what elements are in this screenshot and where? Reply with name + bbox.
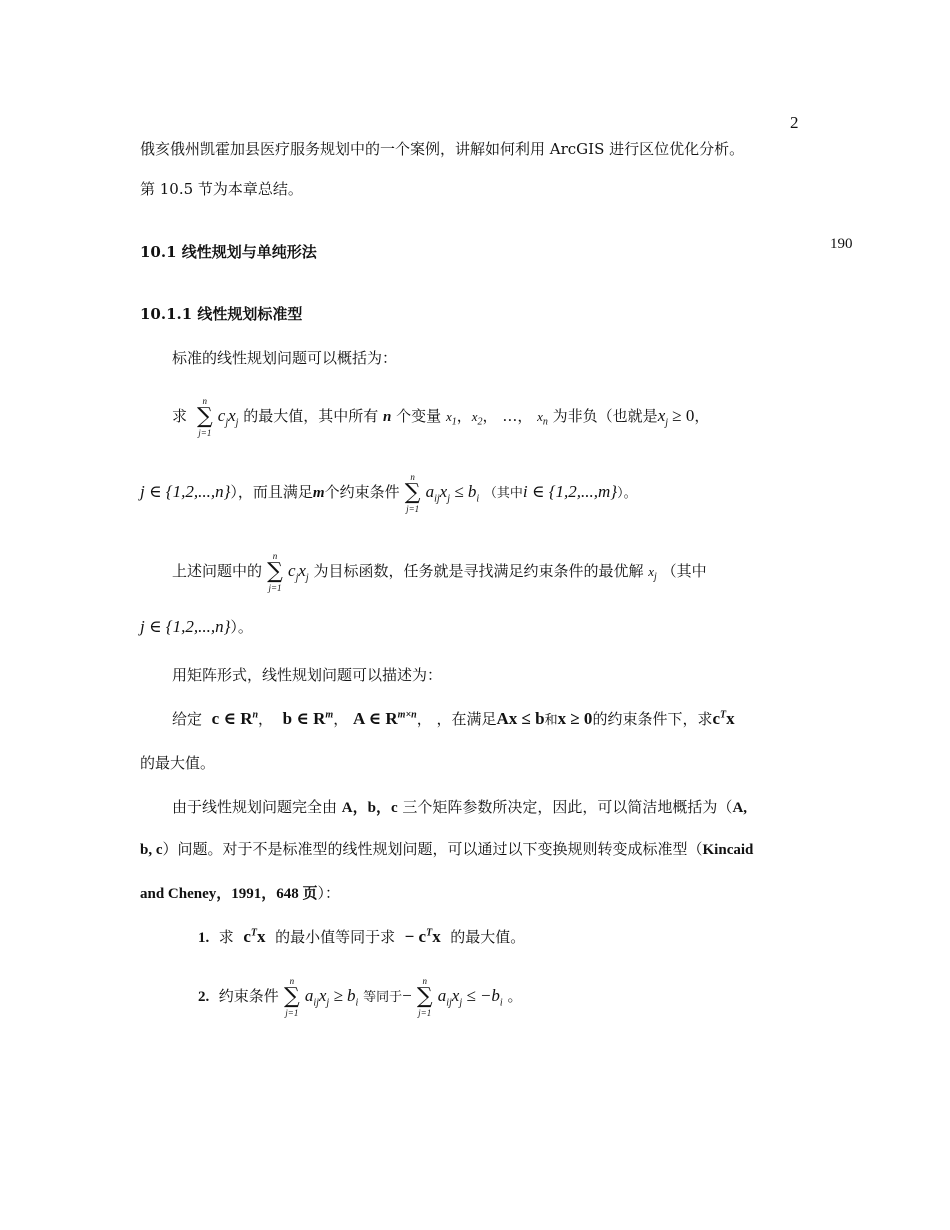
paragraph-objective: 求 n ∑ j=1 $c_jx_j$ 的最大值，其中所有 n 个变量 $x_1$，$x_2$， …， $x_n$ 为非负（也就是$x_j \ge 0$， — [172, 396, 710, 438]
matrix-params: A，b，c — [341, 800, 398, 816]
summation-symbol: n ∑ j=1 — [416, 976, 433, 1018]
summation-symbol: n ∑ j=1 — [283, 976, 300, 1018]
text: ）： — [317, 884, 341, 902]
expr-neg-ctx: − $c^Tx$ — [404, 927, 441, 946]
var-x2: $x_2$ — [471, 409, 483, 428]
ellipsis: …， — [502, 407, 533, 425]
citation: Kincaid — [702, 842, 754, 858]
text: ），而且满足 — [230, 483, 313, 501]
paragraph-constraints — [140, 474, 637, 512]
text: 的最小值等同于求 — [275, 928, 396, 946]
text: 的最大值。 — [450, 928, 526, 946]
constraint-x-ge-0: x ≥ 0 — [557, 709, 593, 728]
text: 为非负（也就是 — [552, 407, 658, 425]
text: ）。 — [230, 618, 253, 636]
text: 和 — [544, 713, 558, 728]
text: （其中 — [483, 486, 523, 501]
minus-sign: − — [402, 986, 412, 1005]
paragraph-matrix-definition: 给定 c ∈ $R^n$， b ∈ $R^m$， A ∈ $R^{m\times n}$， ，在满足Ax ≤ b和x ≥ 0的约束条件下，求$c^Tx$ — [172, 709, 735, 728]
rule-item-1 — [198, 926, 525, 947]
constraint-ax-le-b: Ax ≤ b — [496, 709, 545, 728]
var-xn: $x_n$ — [537, 409, 548, 428]
text: ，在满足 — [436, 710, 497, 728]
text: （其中 — [661, 562, 707, 580]
summation-symbol: n ∑ j=1 — [267, 551, 283, 593]
constraint-le: $a_{ij}x_j \le -b_i$ — [437, 986, 503, 1009]
nonneg-condition: $x_j \ge 0$ — [657, 406, 695, 429]
text: 。 — [507, 987, 523, 1005]
paragraph-intro: 标准的线性规划问题可以概括为： — [172, 349, 398, 367]
matrix-a: A, — [732, 800, 748, 816]
text: 给定 — [172, 710, 203, 728]
text: 求 — [218, 928, 234, 946]
text: 由于线性规划问题完全由 — [172, 798, 338, 816]
paragraph-abc — [172, 796, 747, 817]
objective-term: $c_jx_j$ — [288, 561, 309, 584]
text: 三个矩阵参数所决定，因此，可以简洁地概括为（ — [402, 798, 733, 816]
a-matrix: A ∈ $R^{m\times n}$ — [352, 709, 417, 728]
text: 个变量 — [396, 407, 442, 425]
constraint-ge: $a_{ij}x_j \ge b_i$ — [304, 986, 359, 1009]
paragraph-j-set — [140, 616, 253, 637]
var-m: m — [312, 485, 325, 501]
var-x1: $x_1$ — [445, 409, 457, 428]
paragraph-objective-function — [172, 553, 707, 591]
text: 的约束条件下，求 — [592, 710, 713, 728]
var-n: n — [383, 409, 392, 425]
item-number: 1. — [198, 930, 210, 946]
text: 为目标函数，任务就是寻找满足约束条件的最优解 — [313, 562, 644, 580]
i-index-set: i ∈ {1,2,...,m} — [522, 482, 618, 501]
text: ， — [694, 407, 710, 425]
expr-ctx: $c^Tx$ — [243, 927, 266, 946]
paragraph-transform — [140, 838, 753, 859]
constraint-expression: $a_{ij}x_j \le b_i$ — [425, 482, 480, 505]
c-vector: c ∈ $R^n$ — [211, 709, 259, 728]
text: 约束条件 — [218, 987, 279, 1005]
text: 等同于 — [363, 990, 403, 1005]
text: ）问题。对于不是标准型的线性规划问题，可以通过以下变换规则转变成标准型（ — [162, 840, 703, 858]
summation-symbol: n ∑ j=1 — [404, 472, 421, 514]
b-vector: b ∈ $R^m$ — [282, 709, 334, 728]
citation: and Cheney，1991，648 页 — [140, 886, 318, 902]
paragraph-maximum: 的最大值。 — [140, 754, 216, 772]
text: 上述问题中的 — [172, 562, 263, 580]
matrix-bc: b, c — [140, 842, 163, 858]
j-index-set: j ∈ {1,2,...,n} — [140, 482, 231, 501]
page-number: 2 — [790, 113, 799, 132]
intro-line-2: 第 10.5 节为本章总结。 — [140, 180, 303, 198]
side-page-number: 190 — [830, 236, 853, 252]
item-number: 2. — [198, 989, 210, 1005]
rule-item-2 — [198, 978, 523, 1016]
text: 个约束条件 — [324, 483, 400, 501]
text: ）。 — [617, 486, 637, 501]
paragraph-matrix-form: 用矩阵形式，线性规划问题可以描述为： — [172, 666, 443, 684]
subsection-heading: 10.1.1 线性规划标准型 — [140, 305, 303, 323]
objective-term: $c_jx_j$ — [217, 406, 239, 429]
objective-ctx: $c^Tx$ — [712, 709, 735, 728]
text: 求 — [172, 407, 188, 425]
text: 的最大值，其中所有 — [243, 407, 379, 425]
var-xj: $x_j$ — [648, 564, 657, 583]
summation-symbol: n ∑ j=1 — [196, 396, 213, 438]
paragraph-citation — [140, 882, 340, 903]
intro-line-1: 俄亥俄州凯霍加县医疗服务规划中的一个案例，讲解如何利用 ArcGIS 进行区位优化分析。 — [140, 140, 745, 158]
j-index-set: j ∈ {1,2,...,n} — [140, 617, 231, 636]
section-heading: 10.1 线性规划与单纯形法 — [140, 243, 317, 261]
